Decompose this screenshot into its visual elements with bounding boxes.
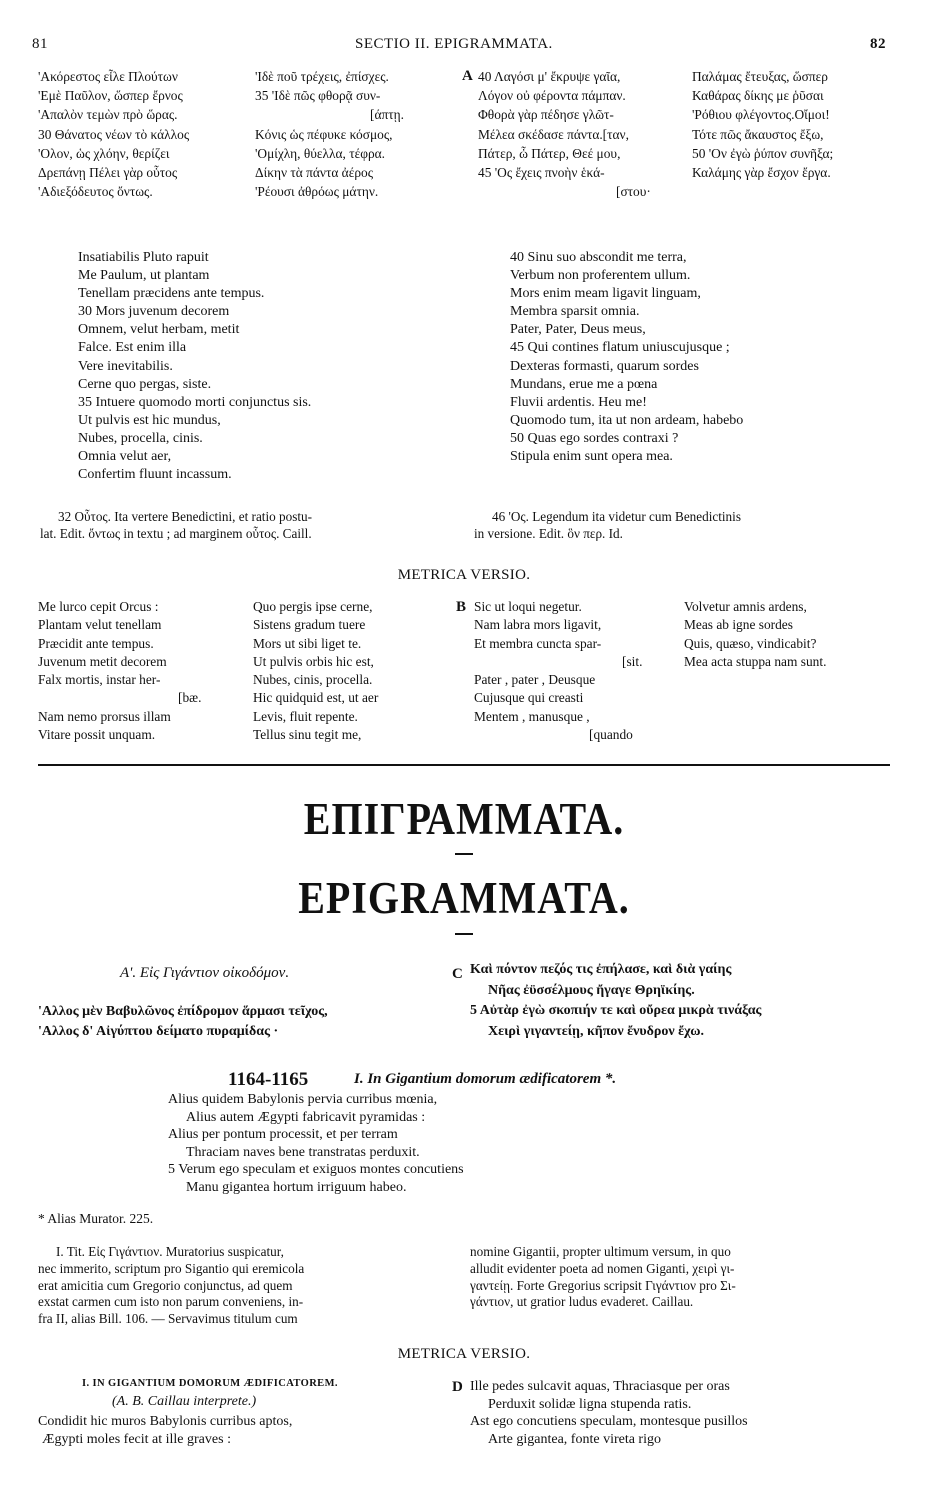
latin-verse: Alius per pontum processit, et per terram — [168, 1127, 398, 1143]
metrica-2-right — [470, 1378, 748, 1448]
latin-line: Quomodo tum, ita ut non ardeam, habebo — [510, 412, 744, 428]
greek-verse: Καὶ πόντον πεζός τις ἐπήλασε, καὶ διὰ γαίης — [470, 962, 732, 977]
verse-line: Sistens gradum tuere — [253, 617, 366, 633]
metrica-versio-heading: METRICA VERSIO. — [397, 1346, 531, 1362]
verse-line: Plantam velut tenellam — [38, 617, 162, 633]
note-line: nomine Gigantii, propter ultimum versum, in quo — [470, 1244, 731, 1259]
latin-line: Nubes, procella, cinis. — [78, 430, 203, 446]
verse-line: Me lurco cepit Orcus : — [38, 599, 159, 614]
page-number-right: 82 — [870, 36, 886, 52]
greek-line: Μέλεα σκέδασε πάντα.[ταν, — [478, 126, 629, 142]
greek-line: Τότε πῶς ἄκαυστος ἔξω, — [692, 126, 824, 142]
latin-line: Mundans, erue me a pœna — [510, 376, 658, 392]
latin-verse: 5 Verum ego speculam et exiguos montes concutiens — [168, 1162, 464, 1178]
greek-line: Παλάμας ἔτευξας, ὥσπερ — [692, 69, 828, 84]
column-marker-a: A — [462, 68, 473, 84]
latin-line: Insatiabilis Pluto rapuit — [78, 250, 209, 265]
metrica-poem-title: I. IN GIGANTIUM DOMORUM ÆDIFICATOREM. — [82, 1378, 338, 1389]
metrica-2-left — [38, 1413, 292, 1448]
note-line: alludit evidenter poeta ad nomen Giganti, χειρὶ γι- — [470, 1260, 735, 1276]
column-marker-b: B — [456, 599, 467, 615]
latin-line: Me Paulum, ut plantam — [78, 268, 210, 284]
latin-line: Omnem, velut herbam, metit — [78, 322, 240, 338]
verse-line: Præcidit ante tempus. — [38, 635, 154, 651]
note-line: nec immerito, scriptum pro Sigantio qui eremicola — [38, 1260, 305, 1276]
note-line: in versione. Edit. ὃν περ. Id. — [474, 525, 623, 541]
metrica-column-3 — [474, 598, 642, 744]
latin-line: 50 Quas ego sordes contraxi ? — [510, 430, 679, 446]
latin-verse: Alius autem Ægypti fabricavit pyramidas : — [186, 1109, 426, 1125]
verse-line: Hic quidquid est, ut aer — [253, 690, 379, 706]
interpreter-credit: (A. B. Caillau interprete.) — [112, 1394, 257, 1409]
greek-line: Δρεπάνῃ Πέλει γὰρ οὗτος — [38, 165, 178, 181]
metrica-column-1 — [38, 598, 201, 744]
greek-line: 'Ιδὲ ποῦ τρέχεις, ἐπίσχες. — [255, 69, 389, 84]
verse-line: Nubes, cinis, procella. — [253, 672, 373, 688]
epigram-heading-greek: Α'. Εἰς Γιγάντιον οἰκοδόμον. — [120, 965, 290, 981]
latin-line: Mors enim meam ligavit linguam, — [510, 286, 701, 302]
greek-line: 'Ακόρεστος εἷλε Πλούτων — [38, 69, 178, 84]
epigram-latin-title: I. In Gigantium domorum ædificatorem *. — [354, 1071, 617, 1087]
greek-line: Πάτερ, ὦ Πάτερ, Θεέ μου, — [478, 145, 621, 161]
latin-line: Falce. Est enim illa — [78, 340, 187, 356]
verse-line: Et membra cuncta spar- — [474, 635, 602, 651]
critical-notes-right — [474, 509, 741, 543]
greek-column-2 — [255, 67, 404, 201]
verse-line: Pater , pater , Deusque — [474, 672, 596, 688]
note-line: 32 Οὗτος. Ita vertere Benedictini, et ratio postu- — [58, 509, 312, 524]
greek-line: [στου· — [616, 184, 651, 200]
metrica-column-4 — [684, 598, 826, 671]
greek-verse: Χειρὶ γιγαντείῃ, κῆπον ἔνυδρον ἔχω. — [488, 1023, 704, 1039]
verse-line: Arte gigantea, fonte vireta rigo — [488, 1431, 661, 1447]
latin-verse: Manu gigantea hortum irriguum habeo. — [186, 1179, 407, 1195]
metrica-versio-heading: METRICA VERSIO. — [397, 567, 531, 583]
verse-line: Quis, quæso, vindicabit? — [684, 635, 817, 651]
verse-line: Sic ut loqui negetur. — [474, 599, 582, 614]
latin-verse: Thraciam naves bene transtratas perduxit. — [186, 1144, 420, 1160]
greek-column-4 — [692, 67, 833, 182]
latin-line: Fluvii ardentis. Heu me! — [510, 394, 647, 410]
latin-line: Stipula enim sunt opera mea. — [510, 449, 673, 465]
greek-line: 35 'Ιδὲ πῶς φθορᾷ συν- — [255, 88, 381, 104]
greek-verse: 'Αλλος δ' Αἰγύπτου δείματο πυραμίδας · — [38, 1024, 279, 1039]
greek-line: Κόνις ὡς πέφυκε κόσμος, — [255, 126, 393, 142]
latin-line: 45 Qui contines flatum uniuscujusque ; — [510, 340, 730, 356]
verse-line: Perduxit solidæ ligna stupenda ratis. — [488, 1396, 692, 1412]
note-line: erat amicitia cum Gregorio conjunctus, ad quem — [38, 1277, 293, 1293]
greek-verse: 5 Αὐτὰρ ἐγὼ σκοπιήν τε καὶ οὔρεα μικρὰ τινάξας — [470, 1003, 762, 1018]
latin-line: 40 Sinu suo abscondit me terra, — [510, 250, 687, 265]
critical-notes-left — [40, 509, 312, 543]
verse-line: Nam labra mors ligavit, — [474, 617, 602, 633]
note-line: 46 'Ος. Legendum ita videtur cum Benedictinis — [492, 509, 741, 524]
column-marker-d: D — [452, 1379, 463, 1395]
verse-line: Quo pergis ipse cerne, — [253, 599, 373, 614]
latin-line: Confertim fluunt incassum. — [78, 467, 232, 483]
epigram-notes-left — [38, 1244, 304, 1328]
greek-line: Λόγον οὐ φέροντα πάμπαν. — [478, 88, 626, 104]
verse-line: Meas ab igne sordes — [684, 617, 793, 633]
greek-column-1 — [38, 67, 189, 201]
epigram-notes-right — [470, 1244, 736, 1311]
greek-line: Φθορὰ γὰρ πέδησε γλῶτ- — [478, 107, 614, 123]
latin-translation-left — [78, 249, 311, 484]
verse-line: Juvenum metit decorem — [38, 653, 167, 669]
metrica-column-2 — [253, 598, 378, 744]
note-line: γαντείῃ. Forte Gregorius scripsit Γιγάντιον pro Σι- — [470, 1277, 736, 1293]
verse-line: Condidit hic muros Babylonis curribus aptos, — [38, 1414, 293, 1429]
latin-translation-right — [510, 249, 743, 466]
verse-line: Mea acta stuppa nam sunt. — [684, 653, 827, 669]
verse-line: Ut pulvis orbis hic est, — [253, 653, 374, 669]
note-line: exstat carmen cum isto non parum conveniens, in- — [38, 1294, 304, 1310]
verse-line: Ast ego concutiens speculam, montesque pusillos — [470, 1414, 748, 1430]
note-line: fra II, alias Bill. 106. — Servavimus titulum cum — [38, 1311, 298, 1327]
section-title-latin: EPIGRAMMATA. — [298, 871, 630, 924]
greek-line: 45 'Ος ἔχεις πνοὴν ἑκά- — [478, 165, 605, 181]
epigram-latin-translation — [168, 1091, 464, 1197]
latin-line: Pater, Pater, Deus meus, — [510, 322, 646, 338]
verse-line: [sit. — [622, 653, 643, 669]
greek-line: 30 Θάνατος νέων τὸ κάλλος — [38, 126, 190, 142]
greek-verse: Νῆας ἐϋσσέλμους ἤγαγε Θρηϊκίης. — [488, 982, 695, 998]
verse-line: Nam nemo prorsus illam — [38, 708, 171, 724]
title-separator — [455, 853, 473, 855]
greek-column-3 — [478, 67, 651, 201]
running-title: SECTIO II. EPIGRAMMATA. — [355, 36, 553, 52]
column-numbers: 1164-1165 — [228, 1069, 309, 1090]
latin-line: Dexteras formasti, quarum sordes — [510, 358, 699, 374]
verse-line: Tellus sinu tegit me, — [253, 727, 362, 743]
verse-line: Vitare possit unquam. — [38, 727, 156, 743]
greek-line: 40 Λαγόσι μ' ἔκρυψε γαῖα, — [478, 69, 621, 84]
verse-line: Mentem , manusque , — [474, 708, 590, 724]
verse-line: [quando — [589, 727, 633, 743]
greek-line: [άπτῃ. — [370, 107, 404, 123]
greek-line: 'Ρόθιου φλέγοντος.Οἴμοι! — [692, 107, 830, 123]
verse-line: Falx mortis, instar her- — [38, 672, 161, 688]
note-line: γάντιον, ut gratior ludus evaderet. Caillau. — [470, 1294, 694, 1310]
latin-line: Ut pulvis est hic mundus, — [78, 412, 221, 428]
note-line: I. Tit. Εἰς Γιγάντιον. Muratorius suspicatur, — [56, 1244, 284, 1259]
greek-line: Καθάρας δίκης με ῥῦσαι — [692, 88, 824, 104]
section-title-greek: ΕΠΙΓΡΑΜΜΑΤΑ. — [303, 792, 625, 845]
latin-line: 30 Mors juvenum decorem — [78, 304, 230, 320]
greek-line: 'Εμὲ Παῦλον, ὥσπερ ἔρνος — [38, 88, 183, 104]
epigram-greek-left — [38, 1002, 328, 1042]
title-separator — [455, 933, 473, 935]
verse-line: Mors ut sibi liget te. — [253, 635, 362, 651]
column-marker-c: C — [452, 966, 463, 982]
greek-line: 'Ομίχλη, θύελλα, τέφρα. — [255, 145, 386, 161]
latin-line: Vere inevitabilis. — [78, 358, 173, 374]
verse-line: Levis, fluit repente. — [253, 708, 358, 724]
greek-line: Καλάμης γὰρ ἔσχον ἔργα. — [692, 165, 831, 181]
verse-line: Volvetur amnis ardens, — [684, 599, 807, 614]
latin-line: Verbum non proferentem ullum. — [510, 268, 691, 284]
latin-line: 35 Intuere quomodo morti conjunctus sis. — [78, 394, 312, 410]
verse-line: Cujusque qui creasti — [474, 690, 584, 706]
section-divider — [38, 764, 890, 766]
greek-line: 'Ρέουσι ἀθρόως μάτην. — [255, 184, 379, 200]
latin-line: Omnia velut aer, — [78, 449, 172, 465]
verse-line: Ægypti moles fecit at ille graves : — [42, 1431, 231, 1447]
epigram-greek-right — [470, 960, 761, 1042]
verse-line: [bæ. — [178, 690, 202, 706]
latin-verse: Alius quidem Babylonis pervia curribus mœnia, — [168, 1092, 438, 1107]
verse-line: Ille pedes sulcavit aquas, Thraciasque per oras — [470, 1379, 730, 1394]
latin-line: Tenellam præcidens ante tempus. — [78, 286, 265, 302]
greek-line: 'Αδιεξόδευτος ὄντως. — [38, 184, 153, 200]
greek-verse: 'Αλλος μὲν Βαβυλῶνος ἐπίδρομον ἅρμασι τεῖχος, — [38, 1004, 328, 1019]
latin-line: Membra sparsit omnia. — [510, 304, 640, 320]
greek-line: 'Ολον, ὡς χλόην, θερίζει — [38, 145, 170, 161]
footnote: * Alias Murator. 225. — [38, 1211, 154, 1226]
latin-line: Cerne quo pergas, siste. — [78, 376, 212, 392]
note-line: lat. Edit. ὄντως in textu ; ad marginem οὗτος. Caill. — [40, 525, 312, 541]
greek-line: Δίκην τὰ πάντα ἀέρος — [255, 165, 374, 181]
page-number-left: 81 — [32, 36, 48, 52]
greek-line: 50 'Ον ἐγὼ ῥύπον συνῆξα; — [692, 145, 834, 161]
greek-line: 'Απαλὸν τεμὼν πρὸ ὥρας. — [38, 107, 178, 123]
